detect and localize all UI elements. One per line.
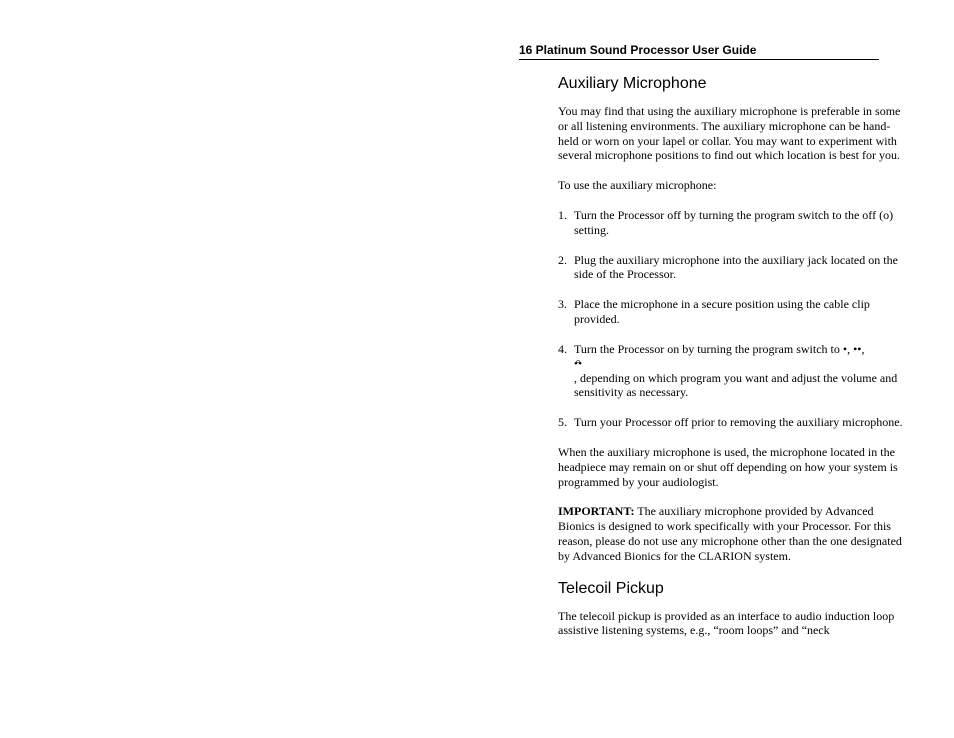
paragraph-after: When the auxiliary microphone is used, the microphone located in the headpiece may remain on or shut off depending on how your system is programmed by your audiologist. xyxy=(558,444,898,489)
list-item xyxy=(558,253,903,283)
section-heading-telecoil-pickup: Telecoil Pickup xyxy=(558,579,664,597)
step-text: Turn the Processor off by turning the program switch to the off (o) setting. xyxy=(574,207,894,237)
step-number: 5. xyxy=(558,415,567,430)
step-number: 2. xyxy=(558,252,567,267)
important-label: IMPORTANT: xyxy=(558,504,635,519)
paragraph-intro: You may find that using the auxiliary microphone is preferable in some or all listening environments. The auxiliary microphone can be hand-held or worn on your lapel or collar. You may want to experiment with several microphone positions to find out which location is best for you. xyxy=(558,104,901,163)
program-symbol-icon: •°• xyxy=(574,357,581,370)
steps-list xyxy=(558,208,903,430)
page-content xyxy=(558,74,903,653)
step-text: , depending on which program you want and adjust the volume and sensitivity as necessary. xyxy=(574,370,898,400)
step-number: 3. xyxy=(558,297,567,312)
section-heading-auxiliary-microphone: Auxiliary Microphone xyxy=(558,75,707,92)
paragraph-lead: To use the auxiliary microphone: xyxy=(558,178,717,193)
step-number: 1. xyxy=(558,207,567,222)
paragraph-important xyxy=(558,504,903,563)
step-number: 4. xyxy=(558,341,567,356)
step-text: Place the microphone in a secure position using the cable clip provided. xyxy=(574,297,870,326)
list-item xyxy=(558,342,903,400)
paragraph-telecoil-intro: The telecoil pickup is provided as an interface to audio induction loop assistive listening systems, e.g., “room loops” and “neck xyxy=(558,608,895,638)
important-text: The auxiliary microphone provided by Advanced Bionics is designed to work specifically with your Processor. For this reason, please do not use any microphone other than the one designated by Advanced Bionics for the CLARION system. xyxy=(558,504,902,563)
step-text: Plug the auxiliary microphone into the auxiliary jack located on the side of the Processor. xyxy=(574,252,898,282)
list-item xyxy=(558,297,903,327)
step-text: Turn your Processor off prior to removing the auxiliary microphone. xyxy=(574,415,903,430)
list-item xyxy=(558,208,903,238)
step-text: Turn the Processor on by turning the program switch to •, ••, xyxy=(574,341,865,356)
list-item xyxy=(558,415,903,430)
page-header: 16 Platinum Sound Processor User Guide xyxy=(519,43,879,60)
